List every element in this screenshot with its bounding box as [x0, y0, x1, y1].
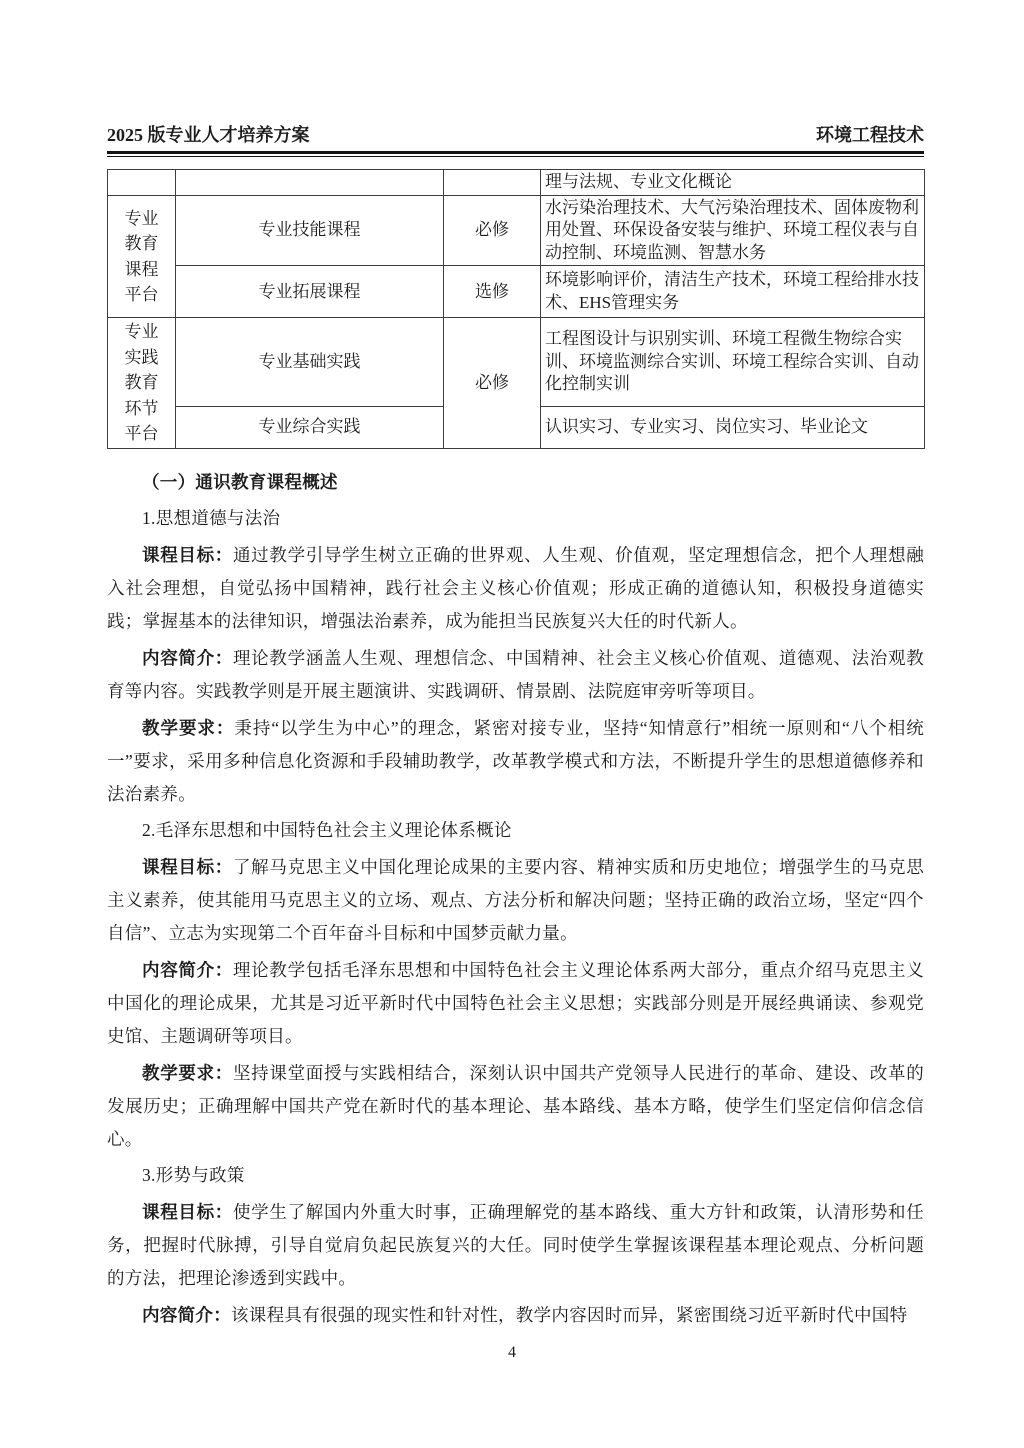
- header-double-rule: [107, 151, 924, 157]
- paragraph-text: 坚持课堂面授与实践相结合，深刻认识中国共产党领导人民进行的革命、建设、改革的发展历史；正确理解中国共产党在新时代的基本理论、基本路线、基本方略，使学生们坚定信仰信念信心。: [107, 1062, 924, 1149]
- curriculum-table: [107, 169, 925, 449]
- paragraph-label: 课程目标：: [142, 1201, 233, 1222]
- paragraph-text: 该课程具有很强的现实性和针对性，教学内容因时而异，紧密围绕习近平新时代中国特: [231, 1304, 908, 1325]
- course-category-cell: 专业技能课程: [176, 196, 444, 266]
- header-left-title: 2025 版专业人才培养方案: [107, 125, 310, 145]
- paragraph-label: 内容简介：: [142, 1304, 231, 1325]
- page-footer: [0, 1344, 1024, 1362]
- paragraph-text: 理论教学涵盖人生观、理想信念、中国精神、社会主义核心价值观、道德观、法治观教育等内容。实践教学则是开展主题演讲、实践调研、情景剧、法院庭审旁听等项目。: [107, 647, 924, 701]
- paragraph: [107, 851, 924, 950]
- paragraph-text: 了解马克思主义中国化理论成果的主要内容、精神实质和历史地位；增强学生的马克思主义素养，使其能用马克思主义的立场、观点、方法分析和解决问题；坚持正确的政治立场，坚定“四个自信”、立志为实现第二个百年奋斗目标和中国梦贡献力量。: [107, 856, 924, 943]
- course-list-cell: 工程图设计与识别实训、环境工程微生物综合实训、环境监测综合实训、环境工程综合实训、自动化控制实训: [541, 318, 925, 407]
- platform-cell: [108, 196, 176, 318]
- page-content: [107, 124, 924, 1332]
- course-category-cell: 专业拓展课程: [176, 266, 444, 318]
- platform-cell: [108, 318, 176, 449]
- course-title: 3.形势与政策: [142, 1164, 245, 1185]
- table-row: [108, 170, 925, 196]
- course-list-cell: 理与法规、专业文化概论: [541, 170, 925, 196]
- header-right-title: 环境工程技术: [816, 125, 924, 145]
- platform-cell: [108, 170, 176, 196]
- paragraph: [107, 1299, 924, 1332]
- paragraph-label: 教学要求：: [142, 717, 235, 738]
- course-type-cell: 选修: [444, 266, 541, 318]
- paragraph-label: 内容简介：: [142, 647, 233, 668]
- paragraph: [107, 1057, 924, 1156]
- page-header: [107, 124, 924, 146]
- paragraph-label: 内容简介：: [142, 959, 233, 980]
- paragraph: [107, 712, 924, 811]
- page-number: 4: [508, 1344, 516, 1361]
- paragraph-label: 教学要求：: [142, 1062, 233, 1083]
- course-type-cell: 必修: [444, 196, 541, 266]
- table-row: [108, 196, 925, 266]
- paragraph-text: 秉持“以学生为中心”的理念，紧密对接专业，坚持“知情意行”相统一原则和“八个相统一”要求，采用多种信息化资源和手段辅助教学，改革教学模式和方法，不断提升学生的思想道德修养和法治素养。: [107, 717, 924, 804]
- paragraph: [107, 1196, 924, 1295]
- course-list-cell: 水污染治理技术、大气污染治理技术、固体废物利用处置、环保设备安装与维护、环境工程仪表与自动控制、环境监测、智慧水务: [541, 196, 925, 266]
- body-text: [107, 466, 924, 1332]
- paragraph-label: 课程目标：: [142, 544, 233, 565]
- course-category-cell: 专业基础实践: [176, 318, 444, 407]
- paragraph: [107, 539, 924, 638]
- course-list-cell: 环境影响评价，清洁生产技术，环境工程给排水技术、EHS管理实务: [541, 266, 925, 318]
- table-row: [108, 266, 925, 318]
- paragraph: [107, 954, 924, 1053]
- paragraph: [107, 642, 924, 708]
- course-type-cell: 必修: [444, 318, 541, 449]
- paragraph-text: 通过教学引导学生树立正确的世界观、人生观、价值观，坚定理想信念，把个人理想融入社会理想，自觉弘扬中国精神，践行社会主义核心价值观；形成正确的道德认知，积极投身道德实践；掌握基本的法律知识，增强法治素养，成为能担当民族复兴大任的时代新人。: [107, 544, 924, 631]
- paragraph-label: 课程目标：: [142, 856, 233, 877]
- course-type-cell: [444, 170, 541, 196]
- course-category-cell: 专业综合实践: [176, 406, 444, 448]
- section-heading: （一）通识教育课程概述: [142, 471, 338, 492]
- table-row: [108, 318, 925, 407]
- course-title: 1.思想道德与法治: [142, 507, 281, 528]
- paragraph-text: 使学生了解国内外重大时事，正确理解党的基本路线、重大方针和政策，认清形势和任务，把握时代脉搏，引导自觉肩负起民族复兴的大任。同时使学生掌握该课程基本理论观点、分析问题的方法，把理论渗透到实践中。: [107, 1201, 924, 1288]
- paragraph-text: 理论教学包括毛泽东思想和中国特色社会主义理论体系两大部分，重点介绍马克思主义中国化的理论成果，尤其是习近平新时代中国特色社会主义思想；实践部分则是开展经典诵读、参观党史馆、主题调研等项目。: [107, 959, 924, 1046]
- course-category-cell: [176, 170, 444, 196]
- platform-label: 专业教育课程平台: [124, 208, 159, 305]
- course-list-cell: 认识实习、专业实习、岗位实习、毕业论文: [541, 406, 925, 448]
- course-title: 2.毛泽东思想和中国特色社会主义理论体系概论: [142, 819, 512, 840]
- platform-label: 专业实践教育环节平台: [124, 322, 159, 444]
